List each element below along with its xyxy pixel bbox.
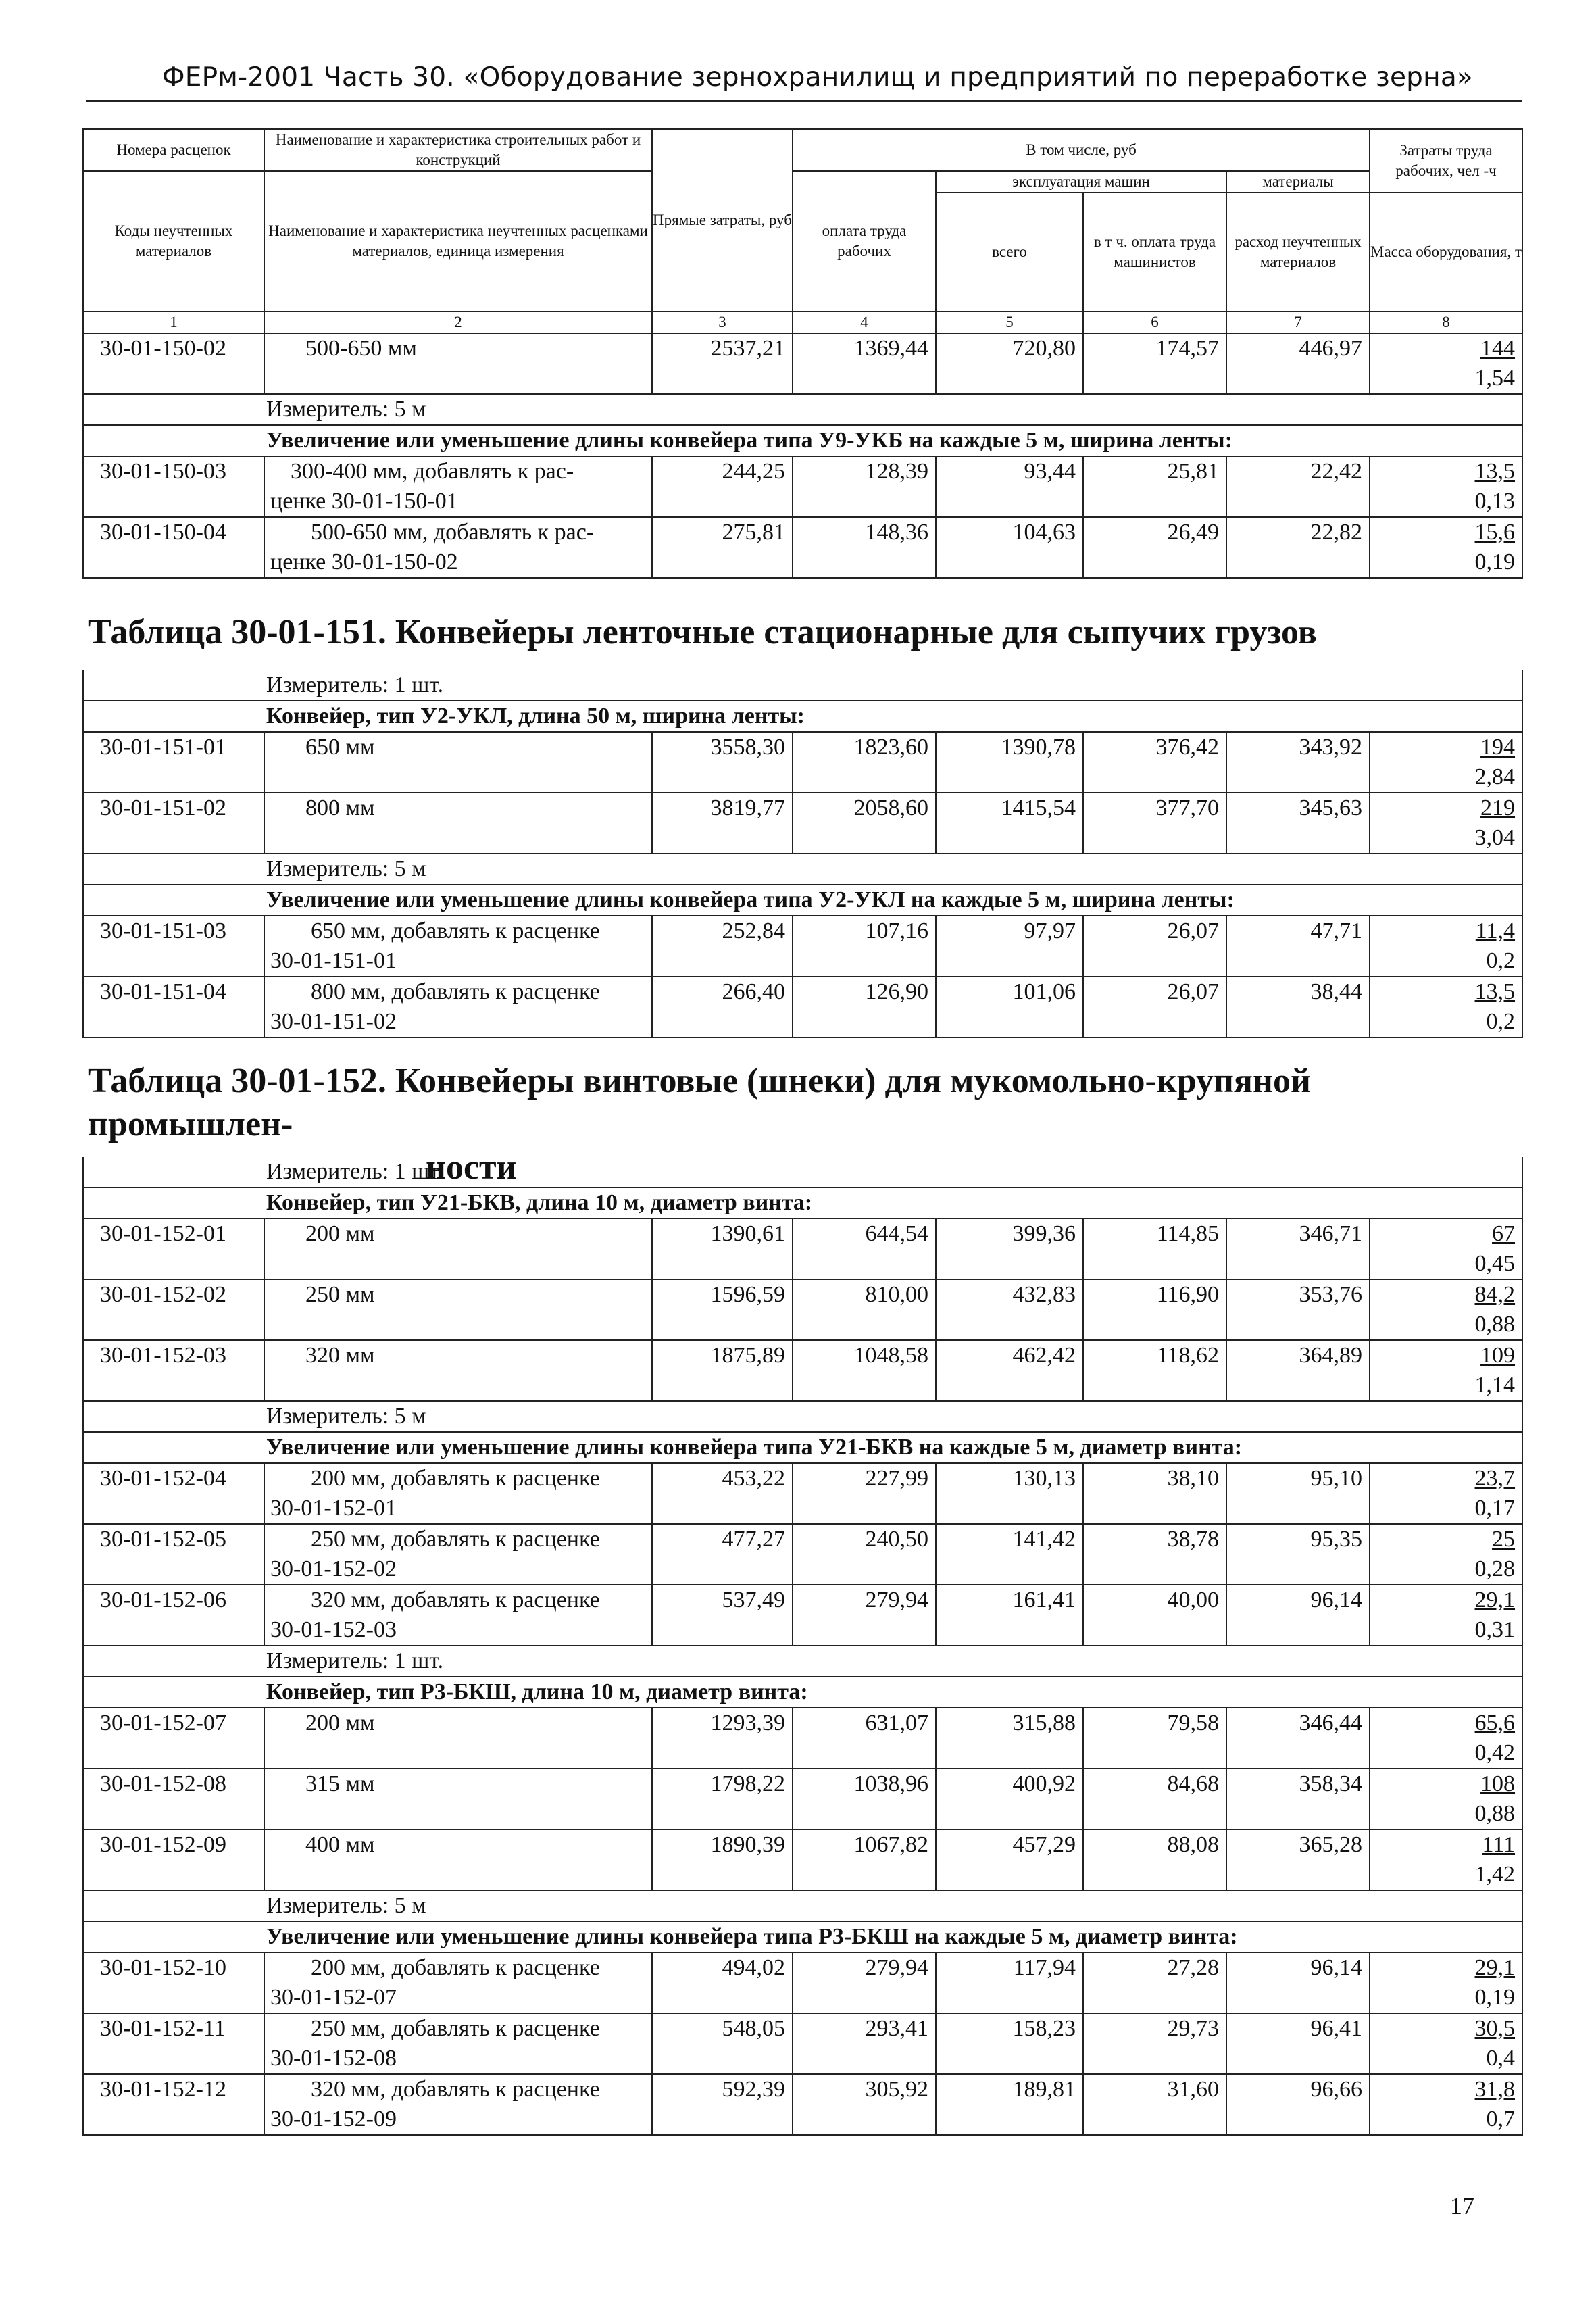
equipment-mass: 0,7: [1486, 2107, 1516, 2132]
labor-and-mass: [1370, 1279, 1522, 1340]
measure-label: Измеритель: 5 м: [83, 1401, 1522, 1432]
equipment-mass: 0,88: [1474, 1312, 1516, 1337]
direct-cost: 1890,39: [652, 1829, 793, 1890]
rate-code: 30-01-152-05: [83, 1524, 264, 1585]
direct-cost: 252,84: [652, 916, 793, 977]
rate-name: 500-650 мм: [264, 333, 652, 394]
labor-cost: 11,4: [1475, 918, 1516, 943]
equipment-mass: 1,54: [1474, 366, 1516, 391]
col-number: 8: [1370, 312, 1522, 333]
machine-cost: 432,83: [936, 1279, 1083, 1340]
materials-cost: 38,44: [1226, 977, 1370, 1037]
driver-pay: 116,90: [1083, 1279, 1226, 1340]
table-30-01-151: [82, 670, 1523, 1038]
direct-cost: 3558,30: [652, 732, 793, 793]
labor-cost: 67: [1492, 1221, 1516, 1246]
rate-code: 30-01-151-03: [83, 916, 264, 977]
table-row: [83, 1279, 1522, 1340]
rate-code: 30-01-152-08: [83, 1769, 264, 1829]
rate-name: 200 мм, добавлять к расценке 30-01-152-07: [264, 1952, 652, 2013]
materials-cost: 365,28: [1226, 1829, 1370, 1890]
rate-code: 30-01-152-02: [83, 1279, 264, 1340]
materials-cost: 96,41: [1226, 2013, 1370, 2074]
labor-cost: 84,2: [1474, 1282, 1516, 1307]
materials-cost: 343,92: [1226, 732, 1370, 793]
labor-cost: 13,5: [1474, 979, 1516, 1004]
driver-pay: 174,57: [1083, 333, 1226, 394]
driver-pay: 29,73: [1083, 2013, 1226, 2074]
machine-cost: 462,42: [936, 1340, 1083, 1401]
labor-cost: 144: [1480, 336, 1516, 361]
rate-code: 30-01-152-12: [83, 2074, 264, 2135]
rate-name: 320 мм, добавлять к расценке 30-01-152-03: [264, 1585, 652, 1646]
labor-and-mass: [1370, 1463, 1522, 1524]
direct-cost: 3819,77: [652, 793, 793, 854]
machine-cost: 399,36: [936, 1218, 1083, 1279]
labor-and-mass: [1370, 1769, 1522, 1829]
col-header-driver-pay: в т ч. оплата труда машинистов: [1083, 193, 1226, 312]
worker-pay: 1067,82: [793, 1829, 936, 1890]
labor-and-mass: [1370, 793, 1522, 854]
measure-label: Измеритель: 1 шт.: [83, 670, 1522, 701]
machine-cost: 101,06: [936, 977, 1083, 1037]
table-row: [83, 456, 1522, 517]
direct-cost: 1875,89: [652, 1340, 793, 1401]
labor-and-mass: [1370, 1218, 1522, 1279]
labor-cost: 194: [1480, 735, 1516, 760]
direct-cost: 537,49: [652, 1585, 793, 1646]
rate-code: 30-01-152-01: [83, 1218, 264, 1279]
rate-code: 30-01-152-04: [83, 1463, 264, 1524]
worker-pay: 810,00: [793, 1279, 936, 1340]
materials-cost: 22,42: [1226, 456, 1370, 517]
driver-pay: 84,68: [1083, 1769, 1226, 1829]
rate-code: 30-01-152-11: [83, 2013, 264, 2074]
materials-cost: 345,63: [1226, 793, 1370, 854]
materials-cost: 353,76: [1226, 1279, 1370, 1340]
materials-cost: 96,66: [1226, 2074, 1370, 2135]
equipment-mass: 0,13: [1474, 489, 1516, 514]
labor-and-mass: [1370, 977, 1522, 1037]
rate-code: 30-01-152-09: [83, 1829, 264, 1890]
machine-cost: 141,42: [936, 1524, 1083, 1585]
table-row: [83, 916, 1522, 977]
table-row: [83, 1952, 1522, 2013]
rate-name: 250 мм, добавлять к расценке 30-01-152-02: [264, 1524, 652, 1585]
measure-label: Измеритель: 5 м: [83, 1890, 1522, 1921]
rate-name: 250 мм: [264, 1279, 652, 1340]
col-header-work-name: Наименование и характеристика строительных работ и конструкций: [264, 129, 652, 171]
rate-code: 30-01-151-02: [83, 793, 264, 854]
rate-name: 650 мм: [264, 732, 652, 793]
labor-and-mass: [1370, 1340, 1522, 1401]
driver-pay: 25,81: [1083, 456, 1226, 517]
equipment-mass: 0,17: [1474, 1496, 1516, 1521]
machine-cost: 97,97: [936, 916, 1083, 977]
machine-cost: 158,23: [936, 2013, 1083, 2074]
table-row: [83, 1463, 1522, 1524]
equipment-mass: 0,2: [1486, 1009, 1516, 1034]
rate-code: 30-01-152-07: [83, 1708, 264, 1769]
table-title-30-01-151: Таблица 30-01-151. Конвейеры ленточные стационарные для сыпучих грузов: [88, 613, 1317, 651]
labor-cost: 13,5: [1474, 459, 1516, 484]
worker-pay: 279,94: [793, 1585, 936, 1646]
rate-name: 800 мм, добавлять к расценке 30-01-151-02: [264, 977, 652, 1037]
labor-cost: 219: [1480, 795, 1516, 820]
rate-name: 320 мм, добавлять к расценке 30-01-152-09: [264, 2074, 652, 2135]
direct-cost: 244,25: [652, 456, 793, 517]
worker-pay: 293,41: [793, 2013, 936, 2074]
machine-cost: 104,63: [936, 517, 1083, 578]
table-row: [83, 1218, 1522, 1279]
direct-cost: 1596,59: [652, 1279, 793, 1340]
col-number: 2: [264, 312, 652, 333]
worker-pay: 305,92: [793, 2074, 936, 2135]
col-header-direct-costs: Прямые затраты, руб: [652, 129, 793, 312]
rate-code: 30-01-151-04: [83, 977, 264, 1037]
worker-pay: 240,50: [793, 1524, 936, 1585]
equipment-mass: 0,19: [1474, 549, 1516, 574]
col-header-unaccounted-materials: расход неучтенных материалов: [1226, 193, 1370, 312]
driver-pay: 40,00: [1083, 1585, 1226, 1646]
table-30-01-150: [82, 128, 1523, 578]
labor-cost: 25: [1492, 1527, 1516, 1552]
machine-cost: 400,92: [936, 1769, 1083, 1829]
materials-cost: 96,14: [1226, 1952, 1370, 2013]
direct-cost: 1390,61: [652, 1218, 793, 1279]
labor-and-mass: [1370, 732, 1522, 793]
driver-pay: 376,42: [1083, 732, 1226, 793]
header-rule: [86, 100, 1522, 102]
section-subheading: Увеличение или уменьшение длины конвейера типа У9-УКБ на каждые 5 м, ширина ленты:: [83, 425, 1522, 456]
materials-cost: 346,44: [1226, 1708, 1370, 1769]
materials-cost: 446,97: [1226, 333, 1370, 394]
page-number: 17: [1450, 2192, 1474, 2219]
direct-cost: 494,02: [652, 1952, 793, 2013]
table-row: [83, 1340, 1522, 1401]
equipment-mass: 0,28: [1474, 1556, 1516, 1581]
worker-pay: 644,54: [793, 1218, 936, 1279]
rate-name: 300-400 мм, добавлять к рас- ценке 30-01-150-01: [264, 456, 652, 517]
materials-cost: 346,71: [1226, 1218, 1370, 1279]
equipment-mass: 0,4: [1486, 2046, 1516, 2071]
driver-pay: 26,07: [1083, 977, 1226, 1037]
worker-pay: 1369,44: [793, 333, 936, 394]
direct-cost: 453,22: [652, 1463, 793, 1524]
table-row: [83, 2074, 1522, 2135]
col-number: 7: [1226, 312, 1370, 333]
col-number: 4: [793, 312, 936, 333]
driver-pay: 118,62: [1083, 1340, 1226, 1401]
measure-label: Измеритель: 5 м: [83, 394, 1522, 425]
section-subheading: Конвейер, тип Р3-БКШ, длина 10 м, диаметр винта:: [83, 1677, 1522, 1708]
worker-pay: 279,94: [793, 1952, 936, 2013]
labor-cost: 108: [1480, 1771, 1516, 1796]
equipment-mass: 0,2: [1486, 948, 1516, 973]
worker-pay: 2058,60: [793, 793, 936, 854]
machine-cost: 315,88: [936, 1708, 1083, 1769]
labor-cost: 109: [1480, 1343, 1516, 1368]
section-subheading: Увеличение или уменьшение длины конвейера типа У2-УКЛ на каждые 5 м, ширина ленты:: [83, 885, 1522, 916]
direct-cost: 1293,39: [652, 1708, 793, 1769]
labor-and-mass: [1370, 1585, 1522, 1646]
machine-cost: 93,44: [936, 456, 1083, 517]
labor-cost: 29,1: [1474, 1587, 1516, 1613]
driver-pay: 27,28: [1083, 1952, 1226, 2013]
table-row: [83, 1585, 1522, 1646]
worker-pay: 1038,96: [793, 1769, 936, 1829]
rate-name: 250 мм, добавлять к расценке 30-01-152-08: [264, 2013, 652, 2074]
col-number: 6: [1083, 312, 1226, 333]
col-header-worker-pay: оплата труда рабочих: [793, 171, 936, 312]
labor-cost: 31,8: [1474, 2077, 1516, 2102]
direct-cost: 275,81: [652, 517, 793, 578]
direct-cost: 592,39: [652, 2074, 793, 2135]
col-header-including: В том числе, руб: [793, 129, 1370, 171]
machine-cost: 1390,78: [936, 732, 1083, 793]
table-row: [83, 517, 1522, 578]
materials-cost: 96,14: [1226, 1585, 1370, 1646]
table-row: [83, 2013, 1522, 2074]
worker-pay: 1048,58: [793, 1340, 936, 1401]
worker-pay: 1823,60: [793, 732, 936, 793]
machine-cost: 117,94: [936, 1952, 1083, 2013]
machine-cost: 1415,54: [936, 793, 1083, 854]
equipment-mass: 1,42: [1474, 1862, 1516, 1887]
labor-and-mass: [1370, 1708, 1522, 1769]
equipment-mass: 0,88: [1474, 1801, 1516, 1826]
rate-name: 200 мм: [264, 1218, 652, 1279]
materials-cost: 22,82: [1226, 517, 1370, 578]
direct-cost: 2537,21: [652, 333, 793, 394]
table-row: [83, 977, 1522, 1037]
measure-label: Измеритель: 1 шт.: [83, 1646, 1522, 1677]
rate-name: 200 мм, добавлять к расценке 30-01-152-01: [264, 1463, 652, 1524]
worker-pay: 126,90: [793, 977, 936, 1037]
direct-cost: 266,40: [652, 977, 793, 1037]
direct-cost: 1798,22: [652, 1769, 793, 1829]
rate-code: 30-01-150-02: [83, 333, 264, 394]
rate-name: 320 мм: [264, 1340, 652, 1401]
driver-pay: 26,07: [1083, 916, 1226, 977]
table-row: [83, 333, 1522, 394]
worker-pay: 227,99: [793, 1463, 936, 1524]
labor-cost: 29,1: [1474, 1955, 1516, 1980]
rate-name: 800 мм: [264, 793, 652, 854]
rate-code: 30-01-152-03: [83, 1340, 264, 1401]
rate-name: 315 мм: [264, 1769, 652, 1829]
rate-name: 500-650 мм, добавлять к рас- ценке 30-01-150-02: [264, 517, 652, 578]
direct-cost: 477,27: [652, 1524, 793, 1585]
rate-name: 200 мм: [264, 1708, 652, 1769]
col-header-equipment-mass: Масса оборудования, т: [1370, 193, 1522, 312]
labor-cost: 111: [1482, 1832, 1516, 1857]
labor-cost: 23,7: [1474, 1466, 1516, 1491]
labor-and-mass: [1370, 1829, 1522, 1890]
materials-cost: 358,34: [1226, 1769, 1370, 1829]
equipment-mass: 3,04: [1474, 825, 1516, 850]
section-subheading: Конвейер, тип У2-УКЛ, длина 50 м, ширина ленты:: [83, 701, 1522, 732]
labor-cost: 15,6: [1474, 520, 1516, 545]
worker-pay: 128,39: [793, 456, 936, 517]
driver-pay: 88,08: [1083, 1829, 1226, 1890]
col-header-machine-total: всего: [936, 193, 1083, 312]
rate-code: 30-01-150-03: [83, 456, 264, 517]
labor-cost: 65,6: [1474, 1710, 1516, 1736]
labor-cost: 30,5: [1474, 2016, 1516, 2041]
worker-pay: 631,07: [793, 1708, 936, 1769]
col-header-materials: материалы: [1226, 171, 1370, 193]
driver-pay: 38,10: [1083, 1463, 1226, 1524]
materials-cost: 364,89: [1226, 1340, 1370, 1401]
worker-pay: 107,16: [793, 916, 936, 977]
rate-code: 30-01-152-06: [83, 1585, 264, 1646]
labor-and-mass: [1370, 456, 1522, 517]
table-30-01-152: [82, 1157, 1523, 2136]
col-number: 1: [83, 312, 264, 333]
equipment-mass: 1,14: [1474, 1373, 1516, 1398]
machine-cost: 457,29: [936, 1829, 1083, 1890]
driver-pay: 377,70: [1083, 793, 1226, 854]
machine-cost: 161,41: [936, 1585, 1083, 1646]
worker-pay: 148,36: [793, 517, 936, 578]
materials-cost: 47,71: [1226, 916, 1370, 977]
labor-and-mass: [1370, 916, 1522, 977]
table-row: [83, 732, 1522, 793]
page-header-title: ФЕРм-2001 Часть 30. «Оборудование зернохранилищ и предприятий по переработке зерна»: [162, 62, 1473, 93]
col-header-labor-costs: Затраты труда рабочих, чел -ч: [1370, 129, 1522, 193]
rate-name: 400 мм: [264, 1829, 652, 1890]
section-subheading: Конвейер, тип У21-БКВ, длина 10 м, диаметр винта:: [83, 1187, 1522, 1218]
labor-and-mass: [1370, 1524, 1522, 1585]
col-number: 3: [652, 312, 793, 333]
rate-name: 650 мм, добавлять к расценке 30-01-151-01: [264, 916, 652, 977]
table-title-line: Таблица 30-01-152. Конвейеры винтовые (шнеки) для мукомольно-крупяной промышлен-: [88, 1062, 1311, 1143]
labor-and-mass: [1370, 2074, 1522, 2135]
rate-code: 30-01-152-10: [83, 1952, 264, 2013]
equipment-mass: 0,31: [1474, 1617, 1516, 1642]
driver-pay: 31,60: [1083, 2074, 1226, 2135]
col-header-machine-operation: эксплуатация машин: [936, 171, 1226, 193]
rate-code: 30-01-151-01: [83, 732, 264, 793]
driver-pay: 38,78: [1083, 1524, 1226, 1585]
measure-label: Измеритель: 1 шт.: [83, 1157, 1522, 1187]
driver-pay: 26,49: [1083, 517, 1226, 578]
measure-label: Измеритель: 5 м: [83, 854, 1522, 885]
direct-cost: 548,05: [652, 2013, 793, 2074]
labor-and-mass: [1370, 517, 1522, 578]
table-row: [83, 793, 1522, 854]
driver-pay: 79,58: [1083, 1708, 1226, 1769]
table-row: [83, 1769, 1522, 1829]
driver-pay: 114,85: [1083, 1218, 1226, 1279]
table-title-line: ности: [426, 1148, 517, 1187]
table-row: [83, 1708, 1522, 1769]
col-header-material-codes: Коды неучтенных материалов: [83, 171, 264, 312]
rate-code: 30-01-150-04: [83, 517, 264, 578]
table-row: [83, 1524, 1522, 1585]
section-subheading: Увеличение или уменьшение длины конвейера типа У21-БКВ на каждые 5 м, диаметр винта:: [83, 1432, 1522, 1463]
machine-cost: 189,81: [936, 2074, 1083, 2135]
materials-cost: 95,10: [1226, 1463, 1370, 1524]
col-number: 5: [936, 312, 1083, 333]
equipment-mass: 2,84: [1474, 764, 1516, 789]
labor-and-mass: [1370, 1952, 1522, 2013]
materials-cost: 95,35: [1226, 1524, 1370, 1585]
section-subheading: Увеличение или уменьшение длины конвейера типа Р3-БКШ на каждые 5 м, диаметр винта:: [83, 1921, 1522, 1952]
labor-and-mass: [1370, 2013, 1522, 2074]
table-row: [83, 1829, 1522, 1890]
machine-cost: 130,13: [936, 1463, 1083, 1524]
equipment-mass: 0,42: [1474, 1740, 1516, 1765]
machine-cost: 720,80: [936, 333, 1083, 394]
equipment-mass: 0,45: [1474, 1251, 1516, 1276]
col-header-rate-numbers: Номера расценок: [83, 129, 264, 171]
labor-and-mass: [1370, 333, 1522, 394]
col-header-material-name: Наименование и характеристика неучтенных расценками материалов, единица измерения: [264, 171, 652, 312]
equipment-mass: 0,19: [1474, 1985, 1516, 2010]
